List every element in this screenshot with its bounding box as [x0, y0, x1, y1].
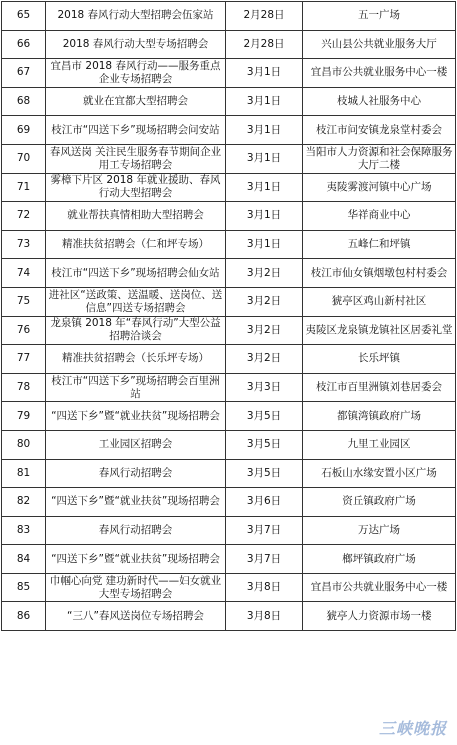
fair-name-cell: 就业在宜都大型招聘会	[46, 87, 226, 116]
row-number-cell: 69	[2, 116, 46, 145]
table-row	[2, 202, 456, 231]
fair-venue-cell: 枝城人社服务中心	[303, 87, 456, 116]
fair-name-cell: 进社区“送政策、送温暖、送岗位、送信息”四送专场招聘会	[46, 287, 226, 316]
table-row	[2, 430, 456, 459]
fair-date-cell: 3月8日	[226, 602, 303, 631]
table-row	[2, 59, 456, 88]
fair-name-cell: 春风行动招聘会	[46, 516, 226, 545]
fair-venue-cell: 石板山水缘安置小区广场	[303, 459, 456, 488]
table-row	[2, 87, 456, 116]
row-number-cell: 86	[2, 602, 46, 631]
row-number-cell: 71	[2, 173, 46, 202]
fair-date-cell: 3月1日	[226, 202, 303, 231]
fair-date-cell: 3月7日	[226, 516, 303, 545]
fair-date-cell: 3月5日	[226, 402, 303, 431]
row-number-cell: 79	[2, 402, 46, 431]
fair-name-cell: 宜昌市 2018 春风行动——服务重点企业专场招聘会	[46, 59, 226, 88]
table-row	[2, 345, 456, 374]
row-number-cell: 65	[2, 2, 46, 31]
table-row	[2, 402, 456, 431]
row-number-cell: 83	[2, 516, 46, 545]
table-row	[2, 602, 456, 631]
fair-name-cell: 雾樟下片区 2018 年就业援助、春风行动大型招聘会	[46, 173, 226, 202]
fair-date-cell: 3月1日	[226, 116, 303, 145]
fair-date-cell: 3月8日	[226, 573, 303, 602]
fair-venue-cell: 夷陵雾渡河镇中心广场	[303, 173, 456, 202]
fair-venue-cell: 宜昌市公共就业服务中心一楼	[303, 573, 456, 602]
table-row	[2, 173, 456, 202]
fair-venue-cell: 五峰仁和坪镇	[303, 230, 456, 259]
fair-venue-cell: 华祥商业中心	[303, 202, 456, 231]
fair-name-cell: “四送下乡”暨“就业扶贫”现场招聘会	[46, 545, 226, 574]
fair-date-cell: 3月2日	[226, 259, 303, 288]
fair-venue-cell: 宜昌市公共就业服务中心一楼	[303, 59, 456, 88]
row-number-cell: 76	[2, 316, 46, 345]
row-number-cell: 70	[2, 144, 46, 173]
fair-name-cell: 春风行动招聘会	[46, 459, 226, 488]
row-number-cell: 84	[2, 545, 46, 574]
row-number-cell: 78	[2, 373, 46, 402]
table-row	[2, 144, 456, 173]
table-row	[2, 259, 456, 288]
fair-name-cell: 枝江市“四送下乡”现场招聘会仙女站	[46, 259, 226, 288]
fair-name-cell: 巾帼心向党 建功新时代——妇女就业大型专场招聘会	[46, 573, 226, 602]
row-number-cell: 73	[2, 230, 46, 259]
fair-venue-cell: 夷陵区龙泉镇龙镇社区居委礼堂	[303, 316, 456, 345]
fair-venue-cell: 兴山县公共就业服务大厅	[303, 30, 456, 59]
fair-date-cell: 3月2日	[226, 287, 303, 316]
table-row	[2, 316, 456, 345]
fair-venue-cell: 猇亭区鸡山新村社区	[303, 287, 456, 316]
fair-name-cell: 工业园区招聘会	[46, 430, 226, 459]
watermark-logo: 三峡晚报	[378, 719, 447, 738]
fair-venue-cell: 都镇湾镇政府广场	[303, 402, 456, 431]
table-row	[2, 30, 456, 59]
fair-date-cell: 3月6日	[226, 488, 303, 517]
fair-venue-cell: 九里工业园区	[303, 430, 456, 459]
row-number-cell: 72	[2, 202, 46, 231]
row-number-cell: 74	[2, 259, 46, 288]
fair-venue-cell: 猇亭人力资源市场一楼	[303, 602, 456, 631]
fair-name-cell: 精准扶贫招聘会（长乐坪专场）	[46, 345, 226, 374]
fair-name-cell: 枝江市“四送下乡”现场招聘会问安站	[46, 116, 226, 145]
fair-date-cell: 2月28日	[226, 30, 303, 59]
fair-name-cell: 枝江市“四送下乡”现场招聘会百里洲站	[46, 373, 226, 402]
fair-venue-cell: 枝江市百里洲镇刘巷居委会	[303, 373, 456, 402]
table-row	[2, 545, 456, 574]
fair-date-cell: 3月2日	[226, 345, 303, 374]
table-row	[2, 573, 456, 602]
fair-venue-cell: 万达广场	[303, 516, 456, 545]
fair-name-cell: “四送下乡”暨“就业扶贫”现场招聘会	[46, 488, 226, 517]
row-number-cell: 80	[2, 430, 46, 459]
fair-name-cell: “四送下乡”暨“就业扶贫”现场招聘会	[46, 402, 226, 431]
fair-date-cell: 2月28日	[226, 2, 303, 31]
table-row	[2, 459, 456, 488]
table-row	[2, 287, 456, 316]
job-fair-table-body	[2, 2, 456, 631]
fair-venue-cell: 枝江市问安镇龙泉堂村委会	[303, 116, 456, 145]
table-row	[2, 373, 456, 402]
fair-date-cell: 3月1日	[226, 173, 303, 202]
fair-venue-cell: 枝江市仙女镇烟墩包村村委会	[303, 259, 456, 288]
fair-venue-cell: 长乐坪镇	[303, 345, 456, 374]
fair-name-cell: 2018 春风行动大型招聘会伍家站	[46, 2, 226, 31]
fair-date-cell: 3月3日	[226, 373, 303, 402]
table-row	[2, 488, 456, 517]
fair-date-cell: 3月1日	[226, 230, 303, 259]
fair-name-cell: 就业帮扶真情相助大型招聘会	[46, 202, 226, 231]
fair-date-cell: 3月1日	[226, 87, 303, 116]
table-row	[2, 230, 456, 259]
row-number-cell: 81	[2, 459, 46, 488]
fair-date-cell: 3月2日	[226, 316, 303, 345]
fair-name-cell: 2018 春风行动大型专场招聘会	[46, 30, 226, 59]
table-row	[2, 2, 456, 31]
row-number-cell: 82	[2, 488, 46, 517]
row-number-cell: 66	[2, 30, 46, 59]
row-number-cell: 85	[2, 573, 46, 602]
row-number-cell: 75	[2, 287, 46, 316]
row-number-cell: 68	[2, 87, 46, 116]
fair-name-cell: “三八”春风送岗位专场招聘会	[46, 602, 226, 631]
fair-name-cell: 春风送岗 关注民生服务春节期间企业用工专场招聘会	[46, 144, 226, 173]
table-row	[2, 116, 456, 145]
row-number-cell: 77	[2, 345, 46, 374]
fair-venue-cell: 当阳市人力资源和社会保障服务大厅二楼	[303, 144, 456, 173]
fair-venue-cell: 资丘镇政府广场	[303, 488, 456, 517]
fair-date-cell: 3月5日	[226, 459, 303, 488]
fair-date-cell: 3月1日	[226, 59, 303, 88]
fair-venue-cell: 榔坪镇政府广场	[303, 545, 456, 574]
fair-date-cell: 3月7日	[226, 545, 303, 574]
fair-venue-cell: 五一广场	[303, 2, 456, 31]
fair-name-cell: 龙泉镇 2018 年“春风行动”大型公益招聘洽谈会	[46, 316, 226, 345]
fair-date-cell: 3月5日	[226, 430, 303, 459]
job-fair-table	[1, 1, 456, 631]
fair-date-cell: 3月1日	[226, 144, 303, 173]
row-number-cell: 67	[2, 59, 46, 88]
table-row	[2, 516, 456, 545]
fair-name-cell: 精准扶贫招聘会（仁和坪专场）	[46, 230, 226, 259]
